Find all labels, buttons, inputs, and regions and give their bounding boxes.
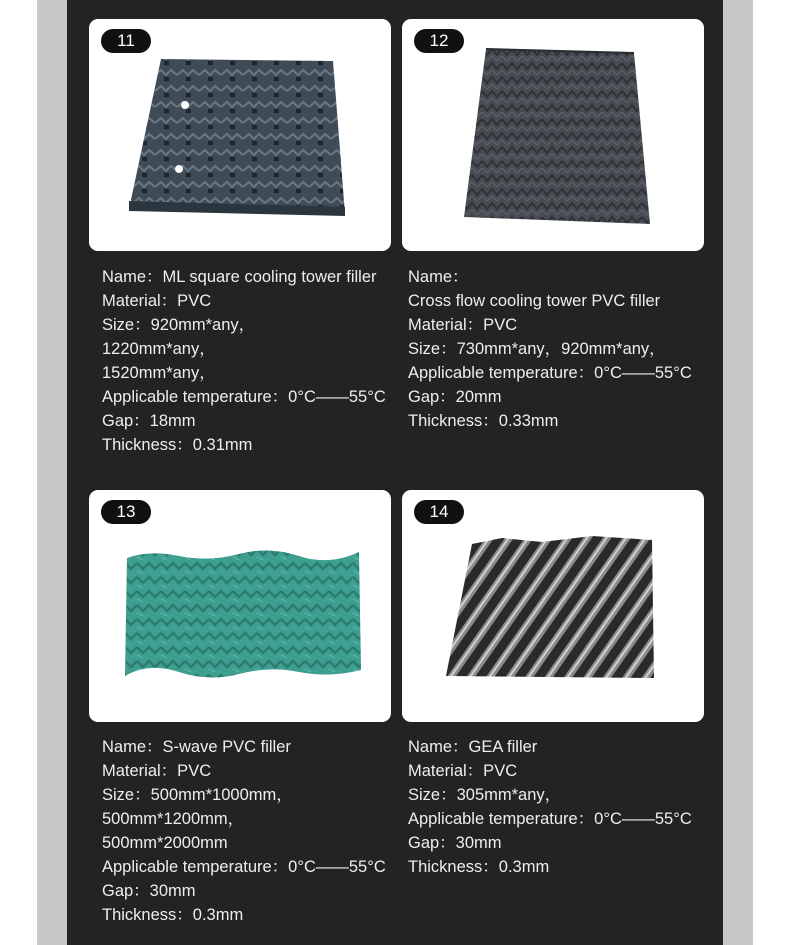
spec-temperature: Applicable temperature：0°C——55°C [102, 858, 386, 876]
spec-thickness: Thickness：0.33mm [408, 412, 559, 430]
spec-thickness: Thickness：0.3mm [102, 906, 244, 924]
spec-size: Size：920mm*any， [102, 316, 256, 334]
spec-gap: Gap：20mm [408, 388, 502, 406]
spec-gap: Gap：18mm [102, 412, 196, 430]
product-card-11 [89, 19, 391, 251]
product-number-badge: 11 [101, 29, 151, 53]
spec-temperature: Applicable temperature：0°C——55°C [408, 364, 692, 382]
spec-name: Name：S-wave PVC filler [102, 738, 291, 756]
cross-flow-filler-image [402, 19, 704, 251]
spec-thickness: Thickness：0.31mm [102, 436, 253, 454]
spec-size-cont: 1220mm*any， [102, 340, 216, 358]
ml-square-filler-image [89, 19, 391, 251]
spec-material: Material：PVC [102, 292, 212, 310]
spec-name: Name：GEA filler [408, 738, 538, 756]
spec-material: Material：PVC [408, 762, 518, 780]
product-12-specs [408, 265, 708, 433]
spec-name: Name：ML square cooling tower filler [102, 268, 377, 286]
spec-name: Name： [408, 268, 469, 286]
left-side-band [37, 0, 67, 945]
product-13-specs [102, 735, 402, 927]
spec-size-cont: 1520mm*any， [102, 364, 216, 382]
gea-filler-image [402, 490, 704, 722]
product-number-badge: 14 [414, 500, 464, 524]
spec-material: Material：PVC [408, 316, 518, 334]
spec-gap: Gap：30mm [408, 834, 502, 852]
product-card-14 [402, 490, 704, 722]
product-number-badge: 12 [414, 29, 464, 53]
spec-size-cont: 500mm*1200mm， [102, 810, 245, 828]
spec-size: Size：730mm*any，920mm*any， [408, 340, 666, 358]
spec-temperature: Applicable temperature：0°C——55°C [408, 810, 692, 828]
product-card-12 [402, 19, 704, 251]
product-11-specs [102, 265, 402, 457]
spec-size-cont: 500mm*2000mm [102, 834, 228, 852]
product-14-specs [408, 735, 708, 879]
spec-size: Size：500mm*1000mm， [102, 786, 293, 804]
spec-material: Material：PVC [102, 762, 212, 780]
right-side-band [723, 0, 753, 945]
spec-size: Size：305mm*any， [408, 786, 562, 804]
s-wave-filler-image [89, 490, 391, 722]
spec-name-cont: Cross flow cooling tower PVC filler [408, 292, 661, 310]
product-card-13 [89, 490, 391, 722]
product-number-badge: 13 [101, 500, 151, 524]
spec-thickness: Thickness：0.3mm [408, 858, 550, 876]
spec-gap: Gap：30mm [102, 882, 196, 900]
spec-temperature: Applicable temperature：0°C——55°C [102, 388, 386, 406]
